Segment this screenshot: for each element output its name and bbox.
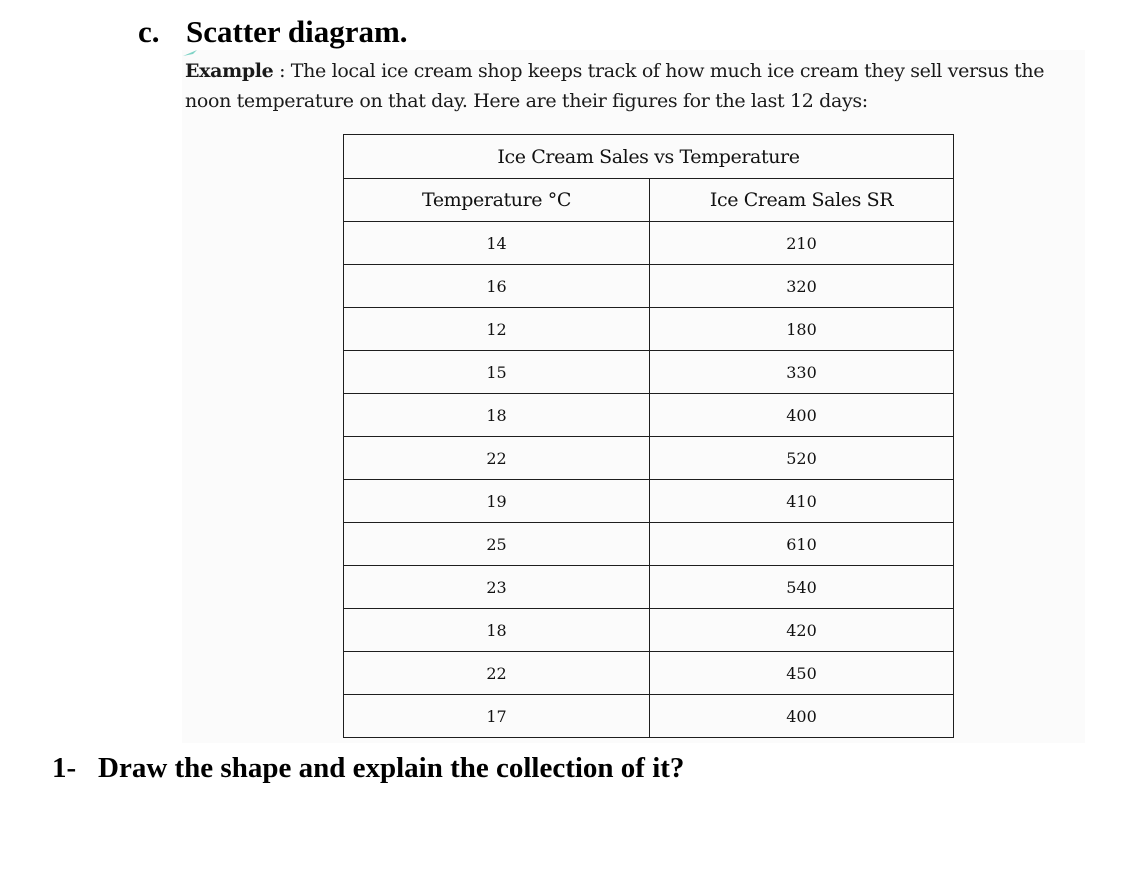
table-row (344, 523, 954, 566)
table-row (344, 437, 954, 480)
temperature-cell: 19 (344, 480, 650, 523)
temperature-cell: 17 (344, 695, 650, 738)
table-row (344, 222, 954, 265)
temperature-cell: 14 (344, 222, 650, 265)
sales-temperature-table (343, 134, 954, 738)
sales-cell: 400 (650, 394, 954, 437)
sales-cell: 520 (650, 437, 954, 480)
sales-cell: 450 (650, 652, 954, 695)
question-body: Draw the shape and explain the collection of it? (98, 752, 685, 784)
table-row (344, 695, 954, 738)
table-row (344, 265, 954, 308)
sales-cell: 210 (650, 222, 954, 265)
sales-cell: 420 (650, 609, 954, 652)
column-header-temperature: Temperature °C (344, 179, 650, 222)
temperature-cell: 15 (344, 351, 650, 394)
question-number: 1- (52, 752, 77, 784)
temperature-cell: 16 (344, 265, 650, 308)
table-row (344, 351, 954, 394)
table-row (344, 652, 954, 695)
sales-cell: 540 (650, 566, 954, 609)
table-row (344, 566, 954, 609)
sales-cell: 330 (650, 351, 954, 394)
section-label: c. (138, 14, 160, 49)
sales-cell: 610 (650, 523, 954, 566)
temperature-cell: 23 (344, 566, 650, 609)
sales-cell: 400 (650, 695, 954, 738)
table-row (344, 308, 954, 351)
table-row (344, 480, 954, 523)
question-text (52, 752, 684, 785)
example-text: : The local ice cream shop keeps track of how much ice cream they sell versus the noon temperature on that day. Here are their figures for the last 12 days: (185, 60, 1045, 112)
table-row (344, 609, 954, 652)
section-title: Scatter diagram. (186, 14, 408, 49)
temperature-cell: 22 (344, 652, 650, 695)
column-header-sales: Ice Cream Sales SR (650, 179, 954, 222)
table-caption: Ice Cream Sales vs Temperature (344, 135, 954, 179)
sales-cell: 410 (650, 480, 954, 523)
table-row (344, 394, 954, 437)
temperature-cell: 25 (344, 523, 650, 566)
example-excerpt-image (182, 50, 1085, 743)
temperature-cell: 12 (344, 308, 650, 351)
section-heading (138, 14, 408, 50)
example-paragraph (185, 56, 1085, 116)
temperature-cell: 18 (344, 609, 650, 652)
sales-cell: 180 (650, 308, 954, 351)
example-label: Example (185, 60, 274, 82)
temperature-cell: 18 (344, 394, 650, 437)
temperature-cell: 22 (344, 437, 650, 480)
sales-cell: 320 (650, 265, 954, 308)
